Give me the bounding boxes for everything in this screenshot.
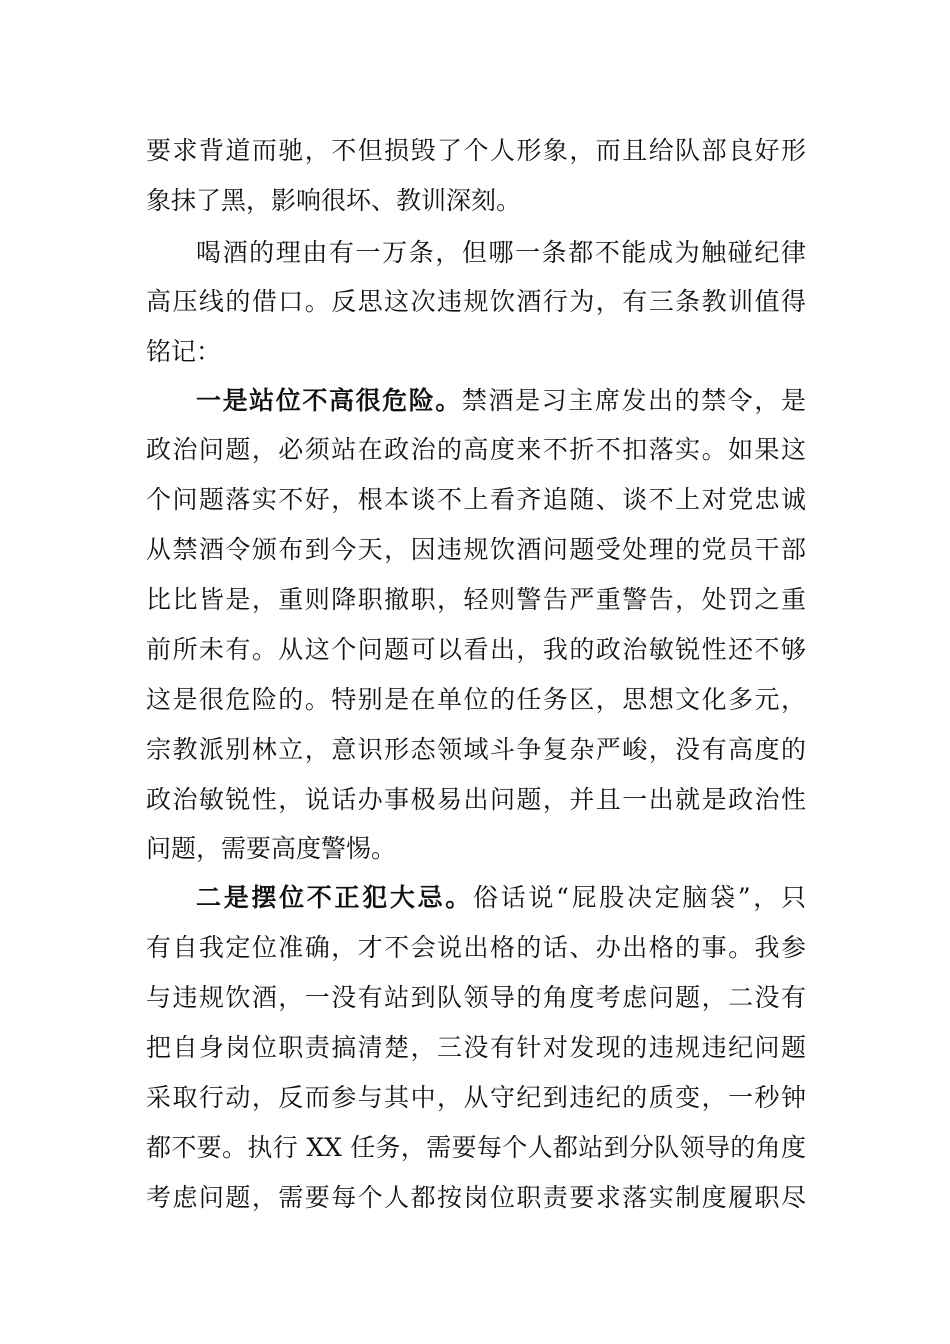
heading-point-two: 二是摆位不正犯大忌。 [196, 883, 474, 912]
text-span: 禁酒是习主席发出的禁令，是 [461, 386, 806, 415]
text-line: 从禁酒令颁布到今天，因违规饮酒问题受处理的党员干部 [146, 535, 806, 564]
paragraph-first-line [196, 381, 806, 421]
text-line: 政治敏锐性，说话办事极易出问题，并且一出就是政治性 [146, 785, 806, 814]
text-line: 政治问题，必须站在政治的高度来不折不扣落实。如果这 [146, 435, 806, 464]
text-line: 宗教派别林立，意识形态领域斗争复杂严峻，没有高度的 [146, 735, 806, 764]
text-line: 个问题落实不好，根本谈不上看齐追随、谈不上对党忠诚 [146, 485, 806, 514]
text-line: 比比皆是，重则降职撤职，轻则警告严重警告，处罚之重 [146, 585, 806, 614]
text-line: 要求背道而驰，不但损毁了个人形象，而且给队部良好形 [146, 136, 806, 165]
text-line: 前所未有。从这个问题可以看出，我的政治敏锐性还不够 [146, 635, 806, 664]
text-line: 考虑问题，需要每个人都按岗位职责要求落实制度履职尽 [146, 1183, 806, 1212]
text-line: 喝酒的理由有一万条，但哪一条都不能成为触碰纪律 [196, 238, 806, 267]
paragraph-first-line [196, 878, 806, 918]
text-line: 这是很危险的。特别是在单位的任务区，思想文化多元， [146, 685, 806, 714]
text-line: 铭记： [146, 337, 222, 366]
text-line: 高压线的借口。反思这次违规饮酒行为，有三条教训值得 [146, 287, 806, 316]
text-line: 与违规饮酒，一没有站到队领导的角度考虑问题，二没有 [146, 983, 806, 1012]
text-line: 有自我定位准确，才不会说出格的话、办出格的事。我参 [146, 933, 806, 962]
text-line: 都不要。执行 XX 任务，需要每个人都站到分队领导的角度 [146, 1133, 806, 1162]
text-line: 象抹了黑，影响很坏、教训深刻。 [146, 186, 522, 215]
text-line: 采取行动，反而参与其中，从守纪到违纪的质变，一秒钟 [146, 1083, 806, 1112]
text-span: 俗话说“屁股决定脑袋”，只 [473, 883, 806, 912]
text-line: 把自身岗位职责搞清楚，三没有针对发现的违规违纪问题 [146, 1033, 806, 1062]
heading-point-one: 一是站位不高很危险。 [196, 386, 462, 415]
text-line: 问题，需要高度警惕。 [146, 834, 397, 863]
